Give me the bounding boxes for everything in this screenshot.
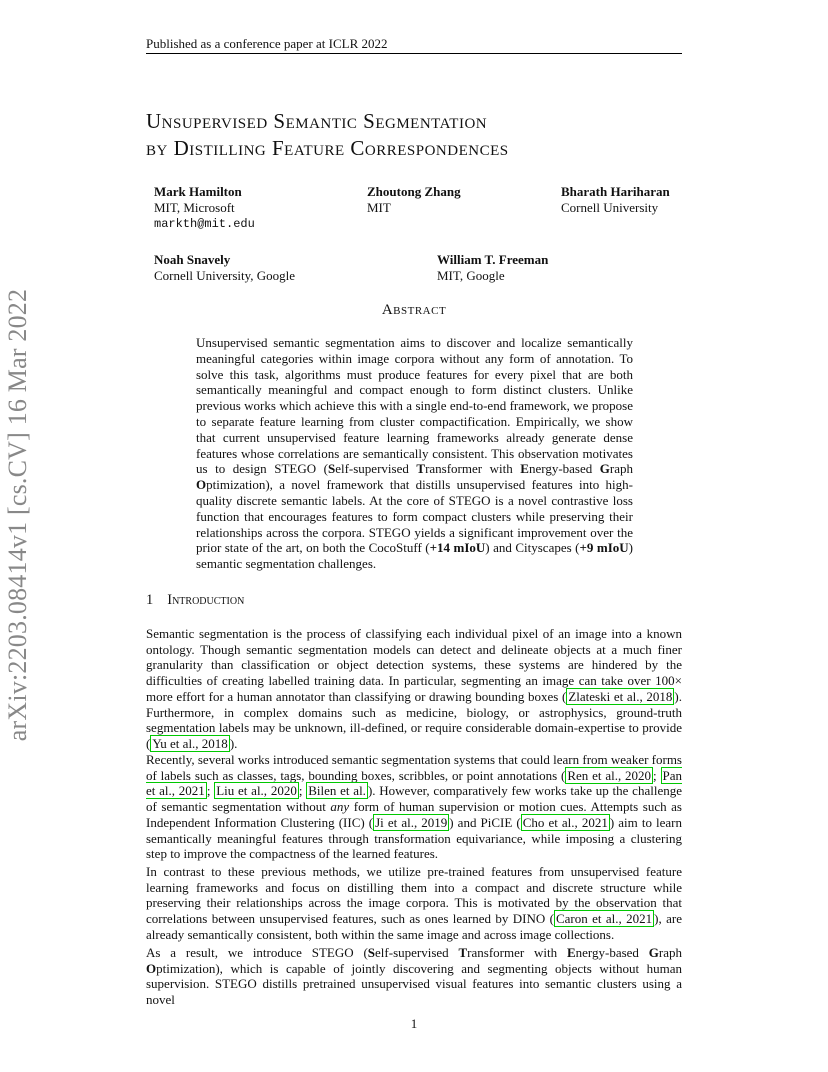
author-block (437, 252, 548, 284)
intro-paragraph-1: Semantic segmentation is the process of classifying each individual pixel of an image into a known ontology. Though semantic segmentation models can detect and delineate objects at a much finer granularity than classification or object detection systems, these systems are hindered by the difficulties of creating labelled training data. In particular, segmenting an image can take over 100× more effort for a human annotator than classifying or drawing bounding boxes ( Zlateski et al., 2018 ). Furthermore, in complex domains such as medicine, biology, or astrophysics, ground-truth segmentation labels may be unknown, ill-defined, or require considerable domain-expertise to provide ( Yu et al., 2018 ). (146, 626, 682, 751)
running-header: Published as a conference paper at ICLR 2022 (146, 36, 388, 51)
author-name: Noah Snavely (154, 252, 231, 267)
abstract-text: Unsupervised semantic segmentation aims to discover and localize semantically meaningful categories within image corpora without any form of annotation. To solve this task, algorithms must produce features for every pixel that are both semantically meaningful and compact enough to form distinct clusters. Unlike previous works which achieve this with a single end-to-end framework, we propose to separate feature learning from cluster compactification. Empirically, we show that current unsupervised feature learning frameworks already generate dense features whose correlations are semantically consistent. This observation motivates us to design STEGO (Self-supervised Transformer with Energy-based Graph Optimization), a novel framework that distills unsupervised features into high-quality discrete semantic labels. At the core of STEGO is a novel contrastive loss function that encourages features to form compact clusters while preserving their relationships across the corpora. STEGO yields a significant improvement over the prior state of the art, on both the CocoStuff (+14 mIoU) and Cityscapes (+9 mIoU) semantic segmentation challenges. (196, 335, 634, 572)
intro-paragraph-3: In contrast to these previous methods, we utilize pre-trained features from unsupervised feature learning frameworks and focus on distilling them into a compact and discrete structure while preserving their relationships across the image corpora. This is motivated by the observation that correlations between unsupervised features, such as ones learned by DINO ( Caron et al., 2021 ), are already semantically consistent, both within the same image and across image collections. (146, 864, 682, 942)
citation-link[interactable]: Ren et al., 2020 (567, 767, 652, 783)
citation-link[interactable]: Pan et al., 2021 (146, 767, 682, 799)
author-affiliation: Cornell University, Google (154, 268, 296, 283)
author-email: markth@mit.edu (154, 217, 255, 231)
author-affiliation: MIT, Microsoft (154, 200, 235, 215)
abstract-heading: Abstract (381, 302, 447, 318)
citation-link[interactable]: Ji et al., 2019 (375, 814, 448, 830)
section-title: Introduction (167, 592, 245, 608)
intro-paragraph-4: As a result, we introduce STEGO (Self-supervised Transformer with Energy-based Graph Optimization), which is capable of jointly discovering and segmenting objects without human supervision. STEGO distills pretrained unsupervised visual features into semantic clusters using a novel (146, 945, 682, 1008)
citation-link[interactable]: Bilen et al. (308, 783, 366, 799)
author-name: Zhoutong Zhang (367, 184, 461, 199)
header-rule (146, 53, 682, 54)
title-line-1: Unsupervised Semantic Segmentation (146, 109, 488, 133)
author-block (154, 252, 295, 284)
author-name: Bharath Hariharan (561, 184, 670, 199)
paper-title (146, 108, 706, 162)
citation-link[interactable]: Caron et al., 2021 (555, 911, 653, 927)
section-number: 1 (146, 592, 154, 608)
title-line-2: by Distilling Feature Correspondences (146, 136, 509, 160)
author-name: William T. Freeman (437, 252, 549, 267)
page-number: 1 (410, 1016, 418, 1031)
arxiv-stamp: arXiv:2203.08414v1 [cs.CV] 16 Mar 2022 (3, 288, 32, 742)
citation-link[interactable]: Liu et al., 2020 (216, 783, 297, 799)
intro-paragraph-2: Recently, several works introduced semantic segmentation systems that could learn from weaker forms of labels such as classes, tags, bounding boxes, scribbles, or point annotations ( Ren et al., 2020 ; Pan et al., 2021 ; Liu et al., 2020 ; Bilen et al. ). However, comparatively few works take up the challenge of semantic segmentation without any form of human supervision or motion cues. Attempts such as Independent Information Clustering (IIC) ( Ji et al., 2019 ) and PiCIE ( Cho et al., 2021 ) aim to learn semantically meaningful features through transformation equivariance, while imposing a clustering step to improve the compactness of the learned features. (146, 752, 683, 862)
author-affiliation: MIT (367, 200, 391, 215)
author-affiliation: MIT, Google (437, 268, 505, 283)
author-block (154, 184, 255, 232)
citation-link[interactable]: Yu et al., 2018 (152, 735, 228, 751)
author-block (367, 184, 461, 216)
section-heading (146, 592, 244, 609)
author-affiliation: Cornell University (561, 200, 659, 215)
author-block (561, 184, 670, 216)
citation-link[interactable]: Cho et al., 2021 (522, 814, 608, 830)
citation-link[interactable]: Zlateski et al., 2018 (568, 688, 673, 704)
author-name: Mark Hamilton (154, 184, 242, 199)
